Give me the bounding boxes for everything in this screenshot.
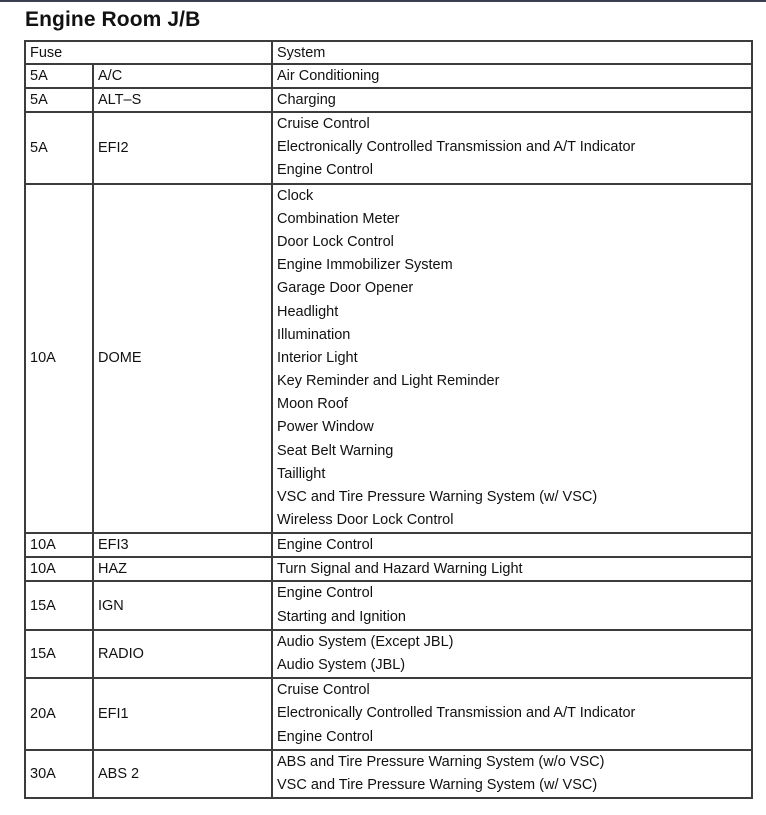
table-row [25,750,752,798]
fuse-name: HAZ [93,557,272,581]
system-item: VSC and Tire Pressure Warning System (w/ VSC) [277,776,598,793]
system-item: Clock [277,187,314,204]
fuse-systems [272,750,752,798]
table-row [25,112,752,184]
fuse-amperage: 10A [25,557,93,581]
system-item: Engine Control [277,537,373,554]
fuse-amperage: 5A [25,64,93,88]
fuse-amperage: 5A [25,88,93,112]
fuse-systems [272,581,752,629]
fuse-systems [272,533,752,557]
fuse-name: EFI2 [93,112,272,184]
system-item: VSC and Tire Pressure Warning System (w/ VSC) [277,489,598,505]
table-row [25,88,752,112]
fuse-systems [272,64,752,88]
system-item: Key Reminder and Light Reminder [277,373,500,390]
system-item: Interior Light [277,349,358,366]
system-item: Garage Door Opener [277,280,414,297]
fuse-systems [272,88,752,112]
fuse-systems [272,112,752,184]
table-row [25,64,752,88]
fuse-systems [272,630,752,678]
fuse-systems [272,184,752,534]
fuse-name: ALT–S [93,88,272,112]
fuse-name: EFI1 [93,678,272,750]
column-header-system: System [272,41,752,64]
table-body [25,64,752,798]
fuse-name: ABS 2 [93,750,272,798]
table-row [25,581,752,629]
system-item: Power Window [277,419,374,436]
fuse-name: A/C [93,64,272,88]
fuse-amperage: 30A [25,750,93,798]
fuse-amperage: 10A [25,184,93,534]
system-item: Seat Belt Warning [277,442,394,459]
system-item: Engine Control [277,162,373,179]
fuse-systems [272,557,752,581]
fuse-systems [272,678,752,750]
fuse-name: RADIO [93,630,272,678]
system-item: Air Conditioning [277,68,380,84]
fuse-amperage: 10A [25,533,93,557]
table-row [25,630,752,678]
system-item: Headlight [277,303,339,320]
system-item: Turn Signal and Hazard Warning Light [277,561,523,578]
column-header-fuse: Fuse [25,41,272,64]
top-border-line [0,0,766,2]
fuse-name: DOME [93,184,272,534]
fuse-amperage: 15A [25,581,93,629]
system-item: Door Lock Control [277,233,394,250]
fuse-amperage: 5A [25,112,93,184]
system-item: Audio System (JBL) [277,656,406,673]
system-item: Starting and Ignition [277,608,406,625]
system-item: Electronically Controlled Transmission and A/T Indicator [277,139,636,156]
fuse-name: EFI3 [93,533,272,557]
system-item: Combination Meter [277,210,400,227]
system-item: ABS and Tire Pressure Warning System (w/o VSC) [277,753,605,770]
system-item: Engine Control [277,585,373,602]
system-item: Cruise Control [277,682,370,699]
system-item: Illumination [277,326,351,343]
table-row [25,533,752,557]
system-item: Charging [277,92,336,108]
system-item: Electronically Controlled Transmission and A/T Indicator [277,705,636,722]
fuse-name: IGN [93,581,272,629]
system-item: Engine Control [277,728,373,745]
page-title: Engine Room J/B [25,8,201,31]
table-row [25,184,752,534]
system-item: Wireless Door Lock Control [277,512,454,529]
system-item: Engine Immobilizer System [277,257,453,274]
system-item: Taillight [277,465,326,482]
table-row [25,557,752,581]
system-item: Moon Roof [277,396,348,413]
fuse-table [24,40,753,799]
fuse-amperage: 15A [25,630,93,678]
system-item: Audio System (Except JBL) [277,633,454,650]
system-item: Cruise Control [277,116,370,132]
fuse-amperage: 20A [25,678,93,750]
table-row [25,678,752,750]
table-header-row [25,41,752,64]
